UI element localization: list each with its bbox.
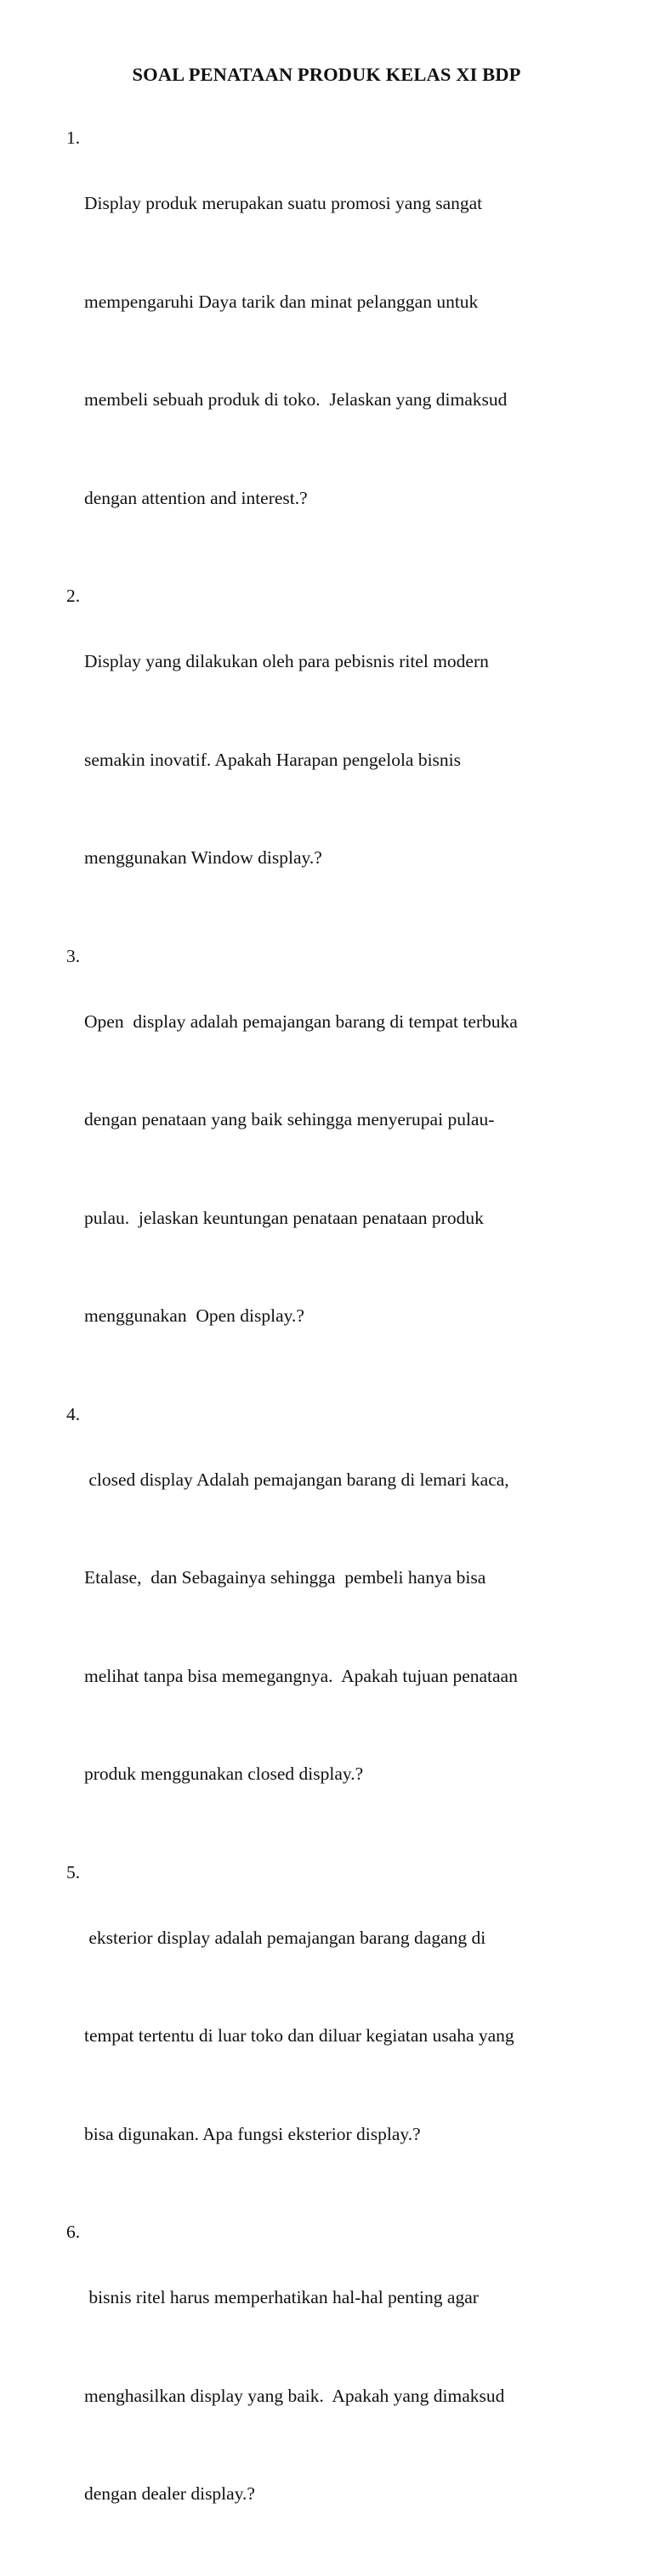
question-line: produk menggunakan closed display.? <box>84 1764 364 1784</box>
question-number: 2. <box>66 586 81 606</box>
question-item <box>66 1398 627 1856</box>
question-number: 5. <box>66 1861 81 1882</box>
question-line: Open display adalah pemajangan barang di tempat terbuka <box>84 1011 518 1032</box>
question-line: semakin inovatif. Apakah Harapan pengelola bisnis <box>84 749 462 770</box>
question-line: Display produk merupakan suatu promosi yang sangat <box>84 193 483 213</box>
document-title: SOAL PENATAAN PRODUK KELAS XI BDP <box>132 64 521 85</box>
question-line: pulau. jelaskan keuntungan penataan penataan produk <box>84 1207 484 1228</box>
question-text <box>84 122 627 580</box>
question-line: bisa digunakan. Apa fungsi eksterior display.? <box>84 2123 421 2144</box>
question-line: menggunakan Window display.? <box>84 847 322 868</box>
question-item <box>66 2216 627 2576</box>
question-text <box>84 1398 627 1856</box>
question-text <box>84 2216 627 2576</box>
question-item <box>66 580 627 940</box>
question-line: mempengaruhi Daya tarik dan minat pelanggan untuk <box>84 291 479 312</box>
question-number: 4. <box>66 1403 81 1424</box>
question-line: melihat tanpa bisa memegangnya. Apakah tujuan penataan <box>84 1665 518 1686</box>
question-text <box>84 940 627 1398</box>
question-line: membeli sebuah produk di toko. Jelaskan yang dimaksud <box>84 389 508 410</box>
question-line: bisnis ritel harus memperhatikan hal-hal penting agar <box>84 2287 479 2307</box>
question-line: Etalase, dan Sebagainya sehingga pembeli hanya bisa <box>84 1567 486 1588</box>
question-line: eksterior display adalah pemajangan barang dagang di <box>84 1927 486 1948</box>
question-number: 1. <box>66 127 81 148</box>
question-line: Display yang dilakukan oleh para pebisnis ritel modern <box>84 651 489 671</box>
question-number: 6. <box>66 2222 81 2242</box>
question-list <box>66 122 627 2576</box>
question-item <box>66 940 627 1398</box>
question-text <box>84 1856 627 2216</box>
question-line: closed display Adalah pemajangan barang di lemari kaca, <box>84 1469 509 1490</box>
question-item <box>66 122 627 580</box>
question-line: dengan attention and interest.? <box>84 487 308 508</box>
question-item <box>66 1856 627 2216</box>
question-line: tempat tertentu di luar toko dan diluar kegiatan usaha yang <box>84 2025 514 2046</box>
question-line: dengan dealer display.? <box>84 2483 255 2504</box>
question-text <box>84 580 627 940</box>
question-line: menghasilkan display yang baik. Apakah yang dimaksud <box>84 2385 505 2406</box>
question-line: menggunakan Open display.? <box>84 1305 304 1326</box>
question-line: dengan penataan yang baik sehingga menyerupai pulau- <box>84 1109 495 1129</box>
question-number: 3. <box>66 945 81 966</box>
